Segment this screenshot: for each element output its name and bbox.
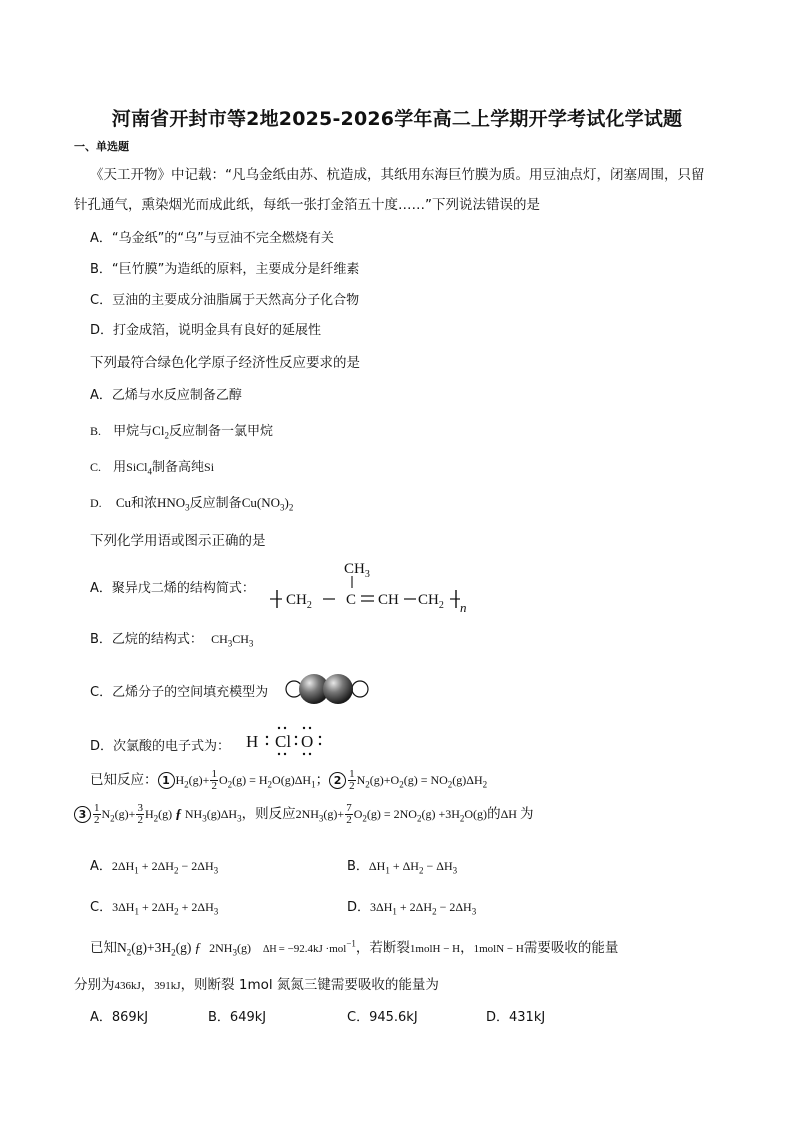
chem-formula: (NO	[256, 495, 280, 510]
chem-formula: Si	[204, 460, 215, 474]
question-4-reactions-line1: 已知反应： 1 $H_2(g)+$ $\frac{1}{2}$ $O_2(g) = H_2O(g)\Delta H_1$； 2 $\frac{1}{2}$ $N_2(g)+O_2(g) = NO_2(g)\Delta H_2$	[90, 767, 488, 792]
subscript: 3	[227, 638, 233, 649]
section-heading: 一、单选题	[74, 140, 129, 153]
option-text: 制备高纯	[152, 460, 205, 475]
question-1-stem-line1: 《天工开物》中记载：“凡乌金纸由苏、杭造成，其纸用东海巨竹膜为质。用豆油点灯，闭塞周围，只留	[90, 167, 705, 183]
question-4-option-d[interactable]: D．$3\Delta H_1 + 2\Delta H_2 - 2\Delta H_3$	[347, 900, 477, 917]
svg-text:Cl: Cl	[275, 732, 292, 751]
subscript: 3	[248, 638, 254, 649]
page-title: 河南省开封市等2地2025-2026学年高二上学期开学考试化学试题	[111, 108, 683, 130]
question-1-option-d[interactable]: D．打金成箔，说明金具有良好的延展性	[90, 323, 322, 338]
chem-formula: Cu	[241, 495, 257, 510]
question-1-stem-line2: 针孔通气，熏染烟光而成此纸，每纸一张打金箔五十度……”下列说法错误的是	[74, 197, 540, 213]
question-2-stem: 下列最符合绿色化学原子经济性反应要求的是	[90, 355, 360, 371]
question-3-option-a[interactable]: A．聚异戊二烯的结构简式：	[90, 581, 255, 596]
question-5-option-d[interactable]: D．431kJ	[486, 1010, 546, 1025]
chain-ch: CH	[378, 592, 399, 608]
question-3-option-d[interactable]: D．次氯酸的电子式为：	[90, 739, 231, 754]
reaction-number-3: 3	[74, 806, 91, 823]
methyl-label: $CH_3$	[344, 561, 370, 580]
chem-formula: Cl	[152, 423, 165, 438]
question-4-option-c[interactable]: C．$3\Delta H_1 + 2\Delta H_2 + 2\Delta H_3$	[90, 900, 219, 917]
ethylene-model-image	[284, 674, 370, 704]
subscript: 2	[288, 502, 294, 513]
equilibrium-arrow: ƒ	[194, 940, 202, 955]
question-1-option-a[interactable]: A．“乌金纸”的“乌”与豆油不完全燃烧有关	[90, 231, 334, 246]
svg-text:H: H	[246, 732, 259, 751]
question-1-option-c[interactable]: C．豆油的主要成分油脂属于天然高分子化合物	[90, 293, 360, 308]
question-2-option-d[interactable]	[90, 492, 293, 513]
question-5-stem-line1: 已知$N_2(g)+3H_2(g)$ ƒ $2NH_3(g) \Delta H = -92.4kJ \cdot mol^{-1}$，若断裂1molH − H，1molN − H需要吸收的能量	[90, 938, 619, 958]
chem-formula: )	[284, 495, 289, 510]
chem-formula: CH	[232, 632, 249, 646]
chem-formula: SiCl	[126, 460, 148, 474]
svg-text:O: O	[301, 732, 314, 751]
option-label: C.	[90, 460, 102, 474]
question-4-reactions-line2: 3 $\frac{1}{2}$ $N_2(g)+$ $\frac{3}{2}$ $H_2(g)$ ƒ $NH_3(g)\Delta H_3$，则反应$2NH_3(g)+$ $\frac{7}{2}$ $O_2(g) = 2NO_2(g) +3H_2O(g)$的ΔH 为	[74, 802, 533, 826]
reaction-number-2: 2	[329, 772, 346, 789]
option-text: 反应制备一氯甲烷	[168, 424, 273, 439]
question-2-option-c[interactable]	[90, 456, 214, 477]
subscript: 3	[185, 502, 190, 513]
question-3-option-b[interactable]	[90, 628, 253, 649]
polyisoprene-structure	[268, 556, 478, 614]
chain-ch2-2: $CH_2$	[418, 592, 444, 611]
chain-ch2-1: $CH_2$	[286, 592, 312, 611]
question-4-stem: 已知反应：	[90, 772, 158, 788]
subscript: 3	[279, 502, 285, 513]
option-text: 用	[113, 460, 127, 475]
option-text: 反应制备	[189, 496, 242, 511]
question-4-option-a[interactable]: A．$2\Delta H_1 + 2\Delta H_2 - 2\Delta H_3$	[90, 859, 219, 876]
question-5-option-a[interactable]: A．869kJ	[90, 1010, 149, 1025]
equilibrium-arrow: ƒ	[175, 806, 182, 821]
reaction-number-1: 1	[158, 772, 175, 789]
question-4-option-b[interactable]: B．$\Delta H_1 + \Delta H_2 - \Delta H_3$	[347, 859, 458, 876]
question-2-option-b[interactable]	[90, 420, 273, 441]
question-2-option-a[interactable]: A．乙烯与水反应制备乙醇	[90, 388, 242, 403]
option-text: 和浓	[130, 496, 157, 511]
hclo-electron-formula	[244, 723, 334, 759]
option-label: D.	[90, 496, 102, 510]
question-3-stem: 下列化学用语或图示正确的是	[90, 533, 266, 549]
subscript: 4	[147, 466, 153, 477]
option-text: 甲烷与	[113, 424, 153, 439]
chain-c: C	[346, 592, 357, 608]
subscript: 2	[164, 430, 169, 441]
question-5-stem-line2: 分别为436kJ，391kJ，则断裂 1mol 氮氮三键需要吸收的能量为	[74, 977, 439, 993]
option-text: B．乙烷的结构式：	[90, 632, 203, 647]
chem-formula: HNO	[157, 495, 186, 510]
option-label: B.	[90, 424, 102, 438]
question-1-option-b[interactable]: B．“巨竹膜”为造纸的原料，主要成分是纤维素	[90, 262, 360, 277]
question-5-option-c[interactable]: C．945.6kJ	[347, 1010, 418, 1025]
chem-formula: CH	[211, 632, 228, 646]
chem-formula: Cu	[115, 495, 131, 510]
repeat-n: n	[460, 600, 467, 614]
question-5-option-b[interactable]: B．649kJ	[208, 1010, 267, 1025]
question-3-option-c[interactable]: C．乙烯分子的空间填充模型为	[90, 685, 269, 700]
